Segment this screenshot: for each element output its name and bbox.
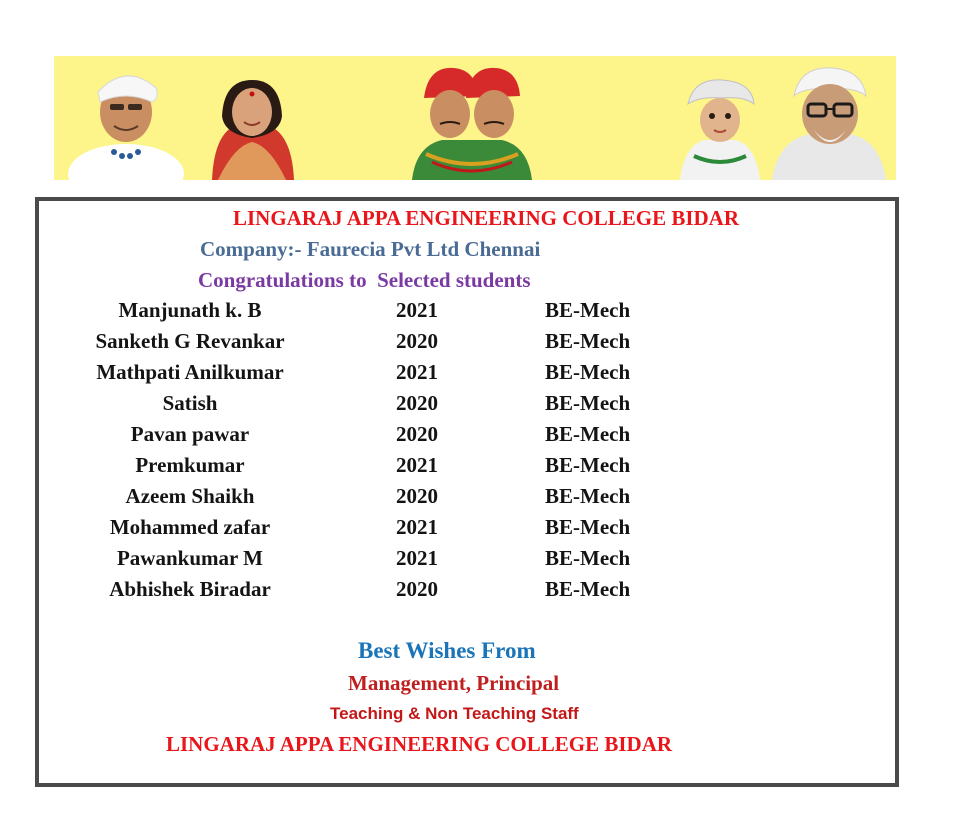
student-branch: BE-Mech (545, 329, 631, 353)
woman-portrait (204, 76, 299, 180)
twin-figures-portrait (402, 62, 542, 180)
student-year: 2021 (396, 546, 438, 570)
student-name: Mathpati Anilkumar (96, 360, 284, 384)
student-name: Sanketh G Revankar (95, 329, 285, 353)
student-name: Satish (162, 391, 218, 415)
student-branch: BE-Mech (545, 422, 631, 446)
student-branch: BE-Mech (545, 298, 631, 322)
student-branch: BE-Mech (545, 453, 631, 477)
student-row (0, 515, 962, 546)
student-name: Premkumar (135, 453, 245, 477)
student-row (0, 298, 962, 329)
student-row (0, 360, 962, 391)
student-name: Azeem Shaikh (125, 484, 255, 508)
student-branch: BE-Mech (545, 360, 631, 384)
student-branch: BE-Mech (545, 391, 631, 415)
student-row (0, 546, 962, 577)
student-row (0, 484, 962, 515)
child-portrait (674, 76, 766, 180)
elder-man-glasses-portrait (766, 64, 890, 180)
student-name: Pawankumar M (116, 546, 264, 570)
congratulations-line: Congratulations to Selected students (198, 268, 531, 292)
student-year: 2021 (396, 298, 438, 322)
student-row (0, 329, 962, 360)
student-year: 2020 (396, 391, 438, 415)
student-year: 2021 (396, 360, 438, 384)
student-row (0, 577, 962, 608)
student-row (0, 422, 962, 453)
management-line: Management, Principal (348, 671, 560, 695)
company-title: Company:- Faurecia Pvt Ltd Chennai (200, 237, 541, 261)
student-name: Pavan pawar (130, 422, 250, 446)
student-branch: BE-Mech (545, 515, 631, 539)
header-banner (54, 56, 896, 180)
student-year: 2021 (396, 453, 438, 477)
student-name: Mohammed zafar (109, 515, 271, 539)
student-branch: BE-Mech (545, 577, 631, 601)
staff-line: Teaching & Non Teaching Staff (330, 704, 579, 723)
student-year: 2021 (396, 515, 438, 539)
college-name-footer: LINGARAJ APPA ENGINEERING COLLEGE BIDAR (166, 732, 673, 756)
best-wishes-heading: Best Wishes From (358, 638, 536, 663)
student-year: 2020 (396, 422, 438, 446)
student-row (0, 391, 962, 422)
student-name: Manjunath k. B (118, 298, 262, 322)
student-name: Abhishek Biradar (109, 577, 271, 601)
student-branch: BE-Mech (545, 484, 631, 508)
student-year: 2020 (396, 484, 438, 508)
student-branch: BE-Mech (545, 546, 631, 570)
student-year: 2020 (396, 577, 438, 601)
elder-man-turban-portrait (64, 62, 184, 180)
student-year: 2020 (396, 329, 438, 353)
college-name-heading: LINGARAJ APPA ENGINEERING COLLEGE BIDAR (232, 206, 740, 230)
student-row (0, 453, 962, 484)
